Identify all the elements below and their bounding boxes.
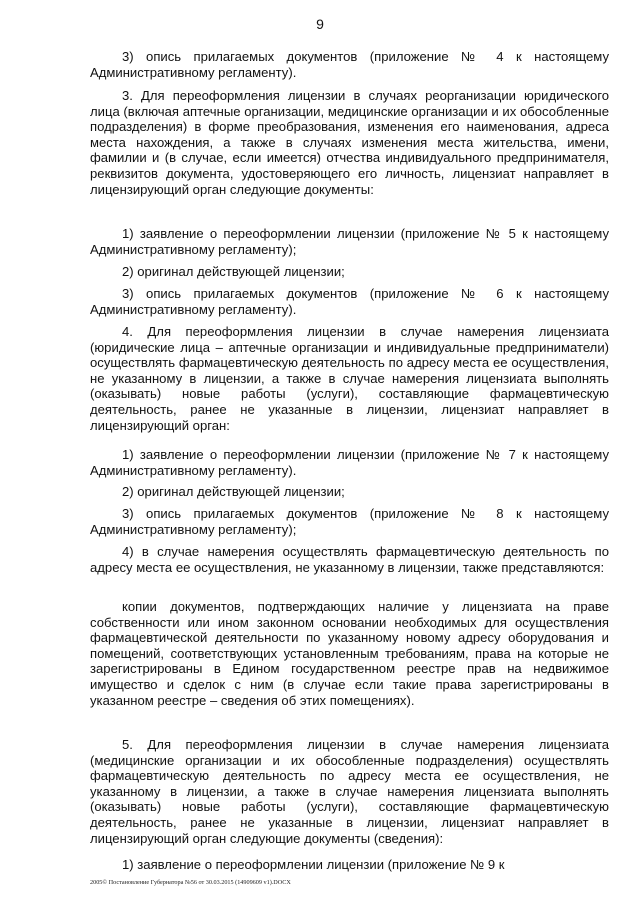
paragraph-7: 1) заявление о переоформлении лицензии (приложение № 7 к настоящему Административному регламенту). [90,447,609,478]
paragraph-2: 3. Для переоформления лицензии в случаях реорганизации юридического лица (включая аптечные организации, медицинские организации и их обособленные подразделения) в форме преобразования, изменения его наименования, адреса места нахождения, а также в случаях изменения места жительства, имени, фамилии и (в случае, если имеется) отчества индивидуального предпринимателя, реквизитов документа, удостоверяющего его личность, лицензиат направляет в лицензирующий орган следующие документы: [90,88,609,197]
paragraph-12: 5. Для переоформления лицензии в случае намерения лицензиата (медицинские организации и их обособленные подразделения) осуществлять фармацевтическую деятельность по адресу места ее осуществления, не указанному в лицензии, а также в случае намерения лицензиата выполнять (оказывать) новые работы (услуги), составляющие фармацевтическую деятельность, ранее не указанные в лицензии, лицензиат направляет в лицензирующий орган следующие документы (сведения): [90,737,609,846]
page-number: 9 [316,16,324,32]
paragraph-5: 3) опись прилагаемых документов (приложение № 6 к настоящему Административному регламенту). [90,286,609,317]
paragraph-4: 2) оригинал действующей лицензии; [122,264,345,279]
paragraph-10: 4) в случае намерения осуществлять фармацевтическую деятельность по адресу места ее осуществления, не указанному в лицензии, также представляются: [90,544,609,575]
paragraph-8: 2) оригинал действующей лицензии; [122,484,345,499]
paragraph-13: 1) заявление о переоформлении лицензии (приложение № 9 к [122,857,505,872]
paragraph-11: копии документов, подтверждающих наличие у лицензиата на праве собственности или ином законном основании необходимых для осуществления фармацевтической деятельности по указанному новому адресу оборудования и помещений, соответствующих установленным требованиям, права на которые не зарегистрированы в Едином государственном реестре прав на недвижимое имущество и сделок с ним (в случае если такие права зарегистрированы в указанном реестре – сведения об этих помещениях). [90,599,609,708]
paragraph-9: 3) опись прилагаемых документов (приложение № 8 к настоящему Административному регламенту); [90,506,609,537]
footer-file-reference: 2005© Постановление Губернатора №56 от 30.03.2015 (14909609 v1).DOCX [90,879,291,886]
paragraph-3: 1) заявление о переоформлении лицензии (приложение № 5 к настоящему Административному регламенту); [90,226,609,257]
paragraph-6: 4. Для переоформления лицензии в случае намерения лицензиата (юридические лица – аптечные организации и индивидуальные предприниматели) осуществлять фармацевтическую деятельность по адресу места ее осуществления, не указанному в лицензии, а также в случае намерения лицензиата выполнять (оказывать) новые работы (услуги), составляющие фармацевтическую деятельность, ранее не указанные в лицензии, лицензиат направляет в лицензирующий орган: [90,324,609,433]
paragraph-1: 3) опись прилагаемых документов (приложение № 4 к настоящему Административному регламенту). [90,49,609,80]
